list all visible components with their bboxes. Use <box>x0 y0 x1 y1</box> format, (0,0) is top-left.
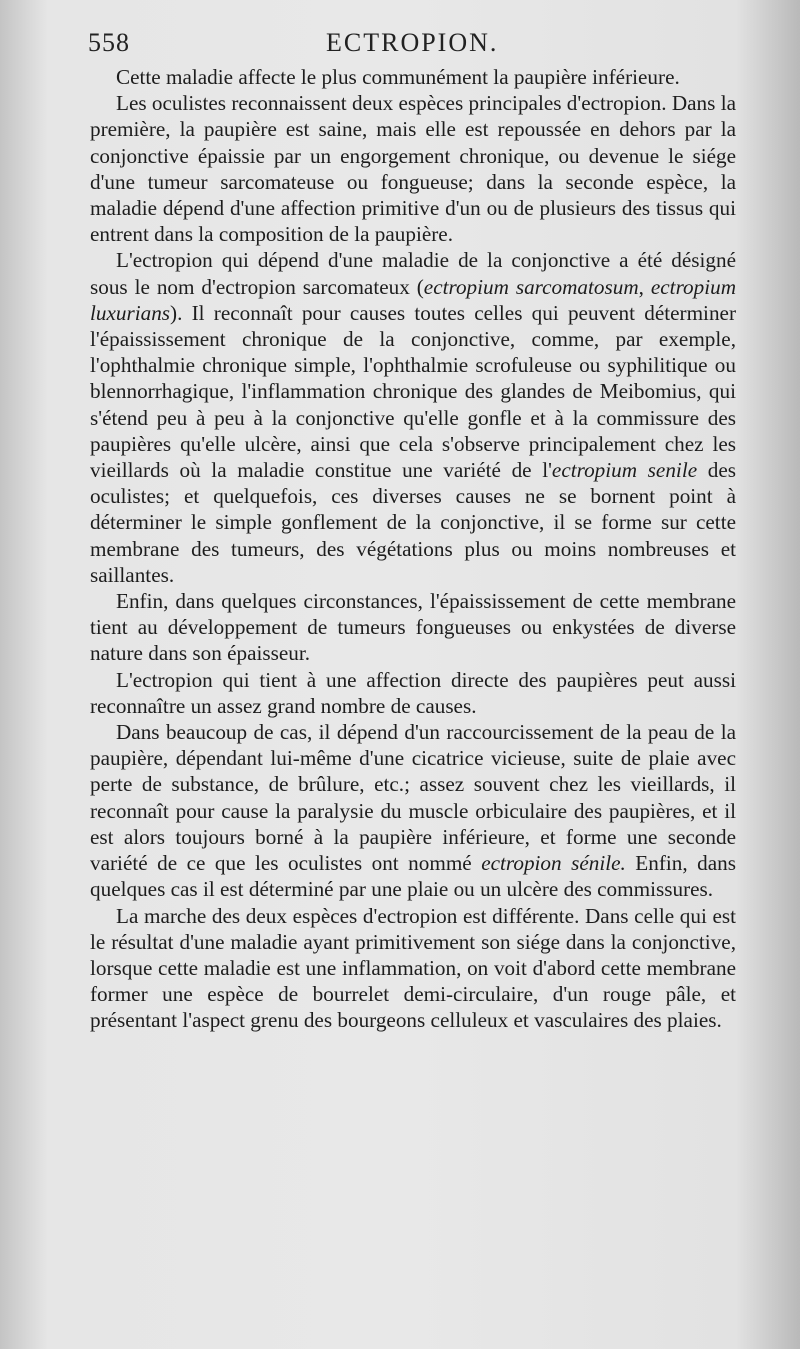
body-text <box>90 64 736 1034</box>
text-run: Cette maladie affecte le plus communément la paupière inférieure. <box>116 65 680 89</box>
paragraph <box>90 903 736 1034</box>
text-run: des oculistes; et quelquefois, ces diverses causes ne se bornent point à déterminer le simple gonflement de la conjonctive, il se forme sur cette membrane des tumeurs, des végétations plus ou moins nombreuses et saillantes. <box>90 458 736 587</box>
paragraph <box>90 588 736 667</box>
paragraph <box>90 247 736 588</box>
text-run: Enfin, dans quelques cas il est déterminé par une plaie ou un ulcère des commissures. <box>90 851 736 902</box>
page-header <box>88 28 740 68</box>
paragraph <box>90 719 736 902</box>
text-run: , <box>638 274 651 299</box>
italic-term: ectropion sénile. <box>481 851 626 876</box>
page-number: 558 <box>88 28 130 57</box>
text-run: L'ectropion qui tient à une affection directe des paupières peut aussi reconnaître un assez grand nombre de causes. <box>90 667 736 718</box>
text-run: Dans beaucoup de cas, il dépend d'un raccourcissement de la peau de la paupière, dépendant lui-même d'une cicatrice vicieuse, suite de plaie avec perte de substance, de brûlure, etc.; assez souvent chez les vieillards, il reconnaît pour cause la paralysie du muscle orbiculaire des paupières, et il est alors toujours borné à la paupière inférieure, et forme une seconde variété de ce que les oculistes ont nommé <box>90 720 736 876</box>
running-head: ECTROPION. <box>326 28 499 57</box>
paragraph <box>90 64 736 90</box>
paragraph <box>90 90 736 247</box>
italic-term: ectropium senile <box>551 458 698 483</box>
italic-term: ectropium sarcomatosum <box>423 274 639 299</box>
text-run: Enfin, dans quelques circonstances, l'épaississement de cette membrane tient au développement de tumeurs fongueuses ou enkystées de diverse nature dans son épaisseur. <box>90 589 736 666</box>
text-run: L'ectropion qui dépend d'une maladie de la conjonctive a été désigné sous le nom d'ectropion sarcomateux ( <box>90 248 736 299</box>
paragraph <box>90 667 736 719</box>
italic-term: ectropium luxurians <box>90 274 736 325</box>
text-run: Les oculistes reconnaissent deux espèces principales d'ectropion. Dans la première, la paupière est saine, mais elle est repoussée en dehors par la conjonctive épaissie par un engorgement chronique, ou devenue le siége d'une tumeur sarcomateuse ou fongueuse; dans la seconde espèce, la maladie dépend d'une affection primitive d'un ou de plusieurs des tissus qui entrent dans la composition de la paupière. <box>90 91 736 247</box>
text-run: ). Il reconnaît pour causes toutes celles qui peuvent déterminer l'épaississement chronique de la conjonctive, comme, par exemple, l'ophthalmie chronique simple, l'ophthalmie scrofuleuse ou syphilitique ou blennorrhagique, l'inflammation chronique des glandes de Meibomius, qui s'étend peu à peu à la conjonctive qu'elle gonfle et à la commissure des paupières qu'elle ulcère, ainsi que cela s'observe principalement chez les vieillards où la maladie constitue une variété de l' <box>90 300 736 483</box>
text-run: La marche des deux espèces d'ectropion est différente. Dans celle qui est le résultat d'une maladie ayant primitivement son siége dans la conjonctive, lorsque cette maladie est une inflammation, on voit d'abord cette membrane former une espèce de bourrelet demi-circulaire, d'un rouge pâle, et présentant l'aspect grenu des bourgeons celluleux et vasculaires des plaies. <box>90 903 736 1033</box>
